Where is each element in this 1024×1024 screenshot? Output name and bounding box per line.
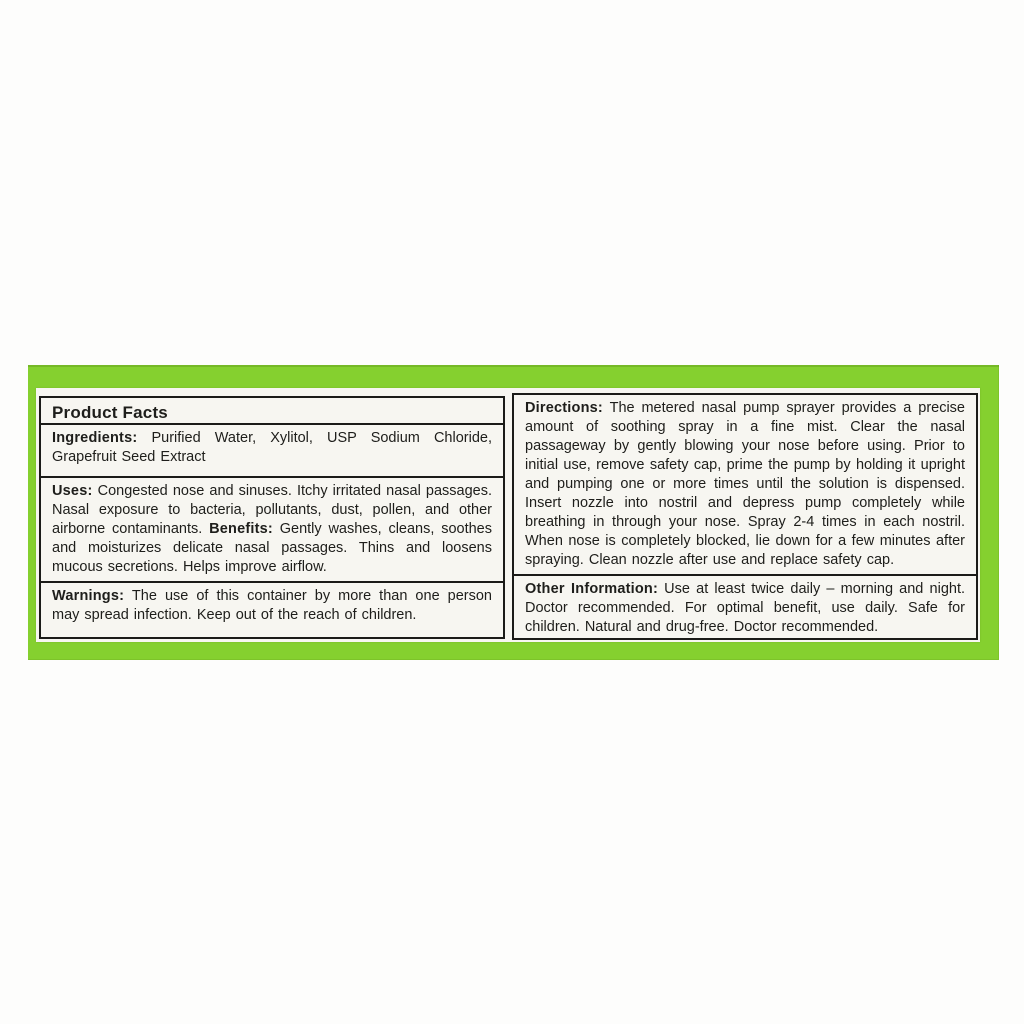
- warnings-text: The use of this container by more than one person may spread infection. Keep out of the reach of children.: [52, 588, 492, 623]
- product-facts-label: [36, 388, 980, 642]
- directions-text: The metered nasal pump sprayer provides a precise amount of soothing spray in a fine mist. Clear the nasal passageway by gently blowing your nose before using. Prior to initial use, remove safety cap, prime the pump by holding it upright and pumping one or more times until the solution is dispensed. Insert nozzle into nostril and depress pump completely while breathing in through your nose. Spray 2-4 times in each nostril. When nose is completely blocked, lie down for a few minutes after spraying. Clean nozzle after use and replace safety cap.: [525, 400, 965, 568]
- warnings-section: [41, 583, 503, 637]
- left-column-box: [39, 396, 505, 639]
- ingredients-text: Purified Water, Xylitol, USP Sodium Chloride, Grapefruit Seed Extract: [52, 430, 492, 465]
- ingredients-section: [41, 425, 503, 478]
- box-panel-green: [28, 365, 999, 660]
- ingredients-heading: Ingredients:: [52, 430, 138, 446]
- directions-section: [514, 395, 976, 576]
- right-column-box: [512, 393, 978, 640]
- product-facts-title: Product Facts: [41, 398, 503, 425]
- uses-text-a: Congested nose and sinuses. Itchy irritated nasal passages. Nasal exposure to bacteria, pollutants, dust, pollen, and other airborne contaminants.: [52, 483, 492, 537]
- uses-section: [41, 478, 503, 583]
- other-information-heading: Other Information:: [525, 581, 659, 597]
- other-information-section: [514, 576, 976, 638]
- uses-heading: Uses:: [52, 483, 93, 499]
- uses-text-b: Gently washes, cleans, soothes and moisturizes delicate nasal passages. Thins and loosens mucous secretions. Helps improve airflow.: [52, 521, 492, 575]
- other-information-text: Use at least twice daily – morning and night. Doctor recommended. For optimal benefit, use daily. Safe for children. Natural and drug-free. Doctor recommended.: [525, 581, 966, 635]
- directions-heading: Directions:: [525, 400, 603, 416]
- benefits-heading: Benefits:: [209, 521, 273, 537]
- warnings-heading: Warnings:: [52, 588, 125, 604]
